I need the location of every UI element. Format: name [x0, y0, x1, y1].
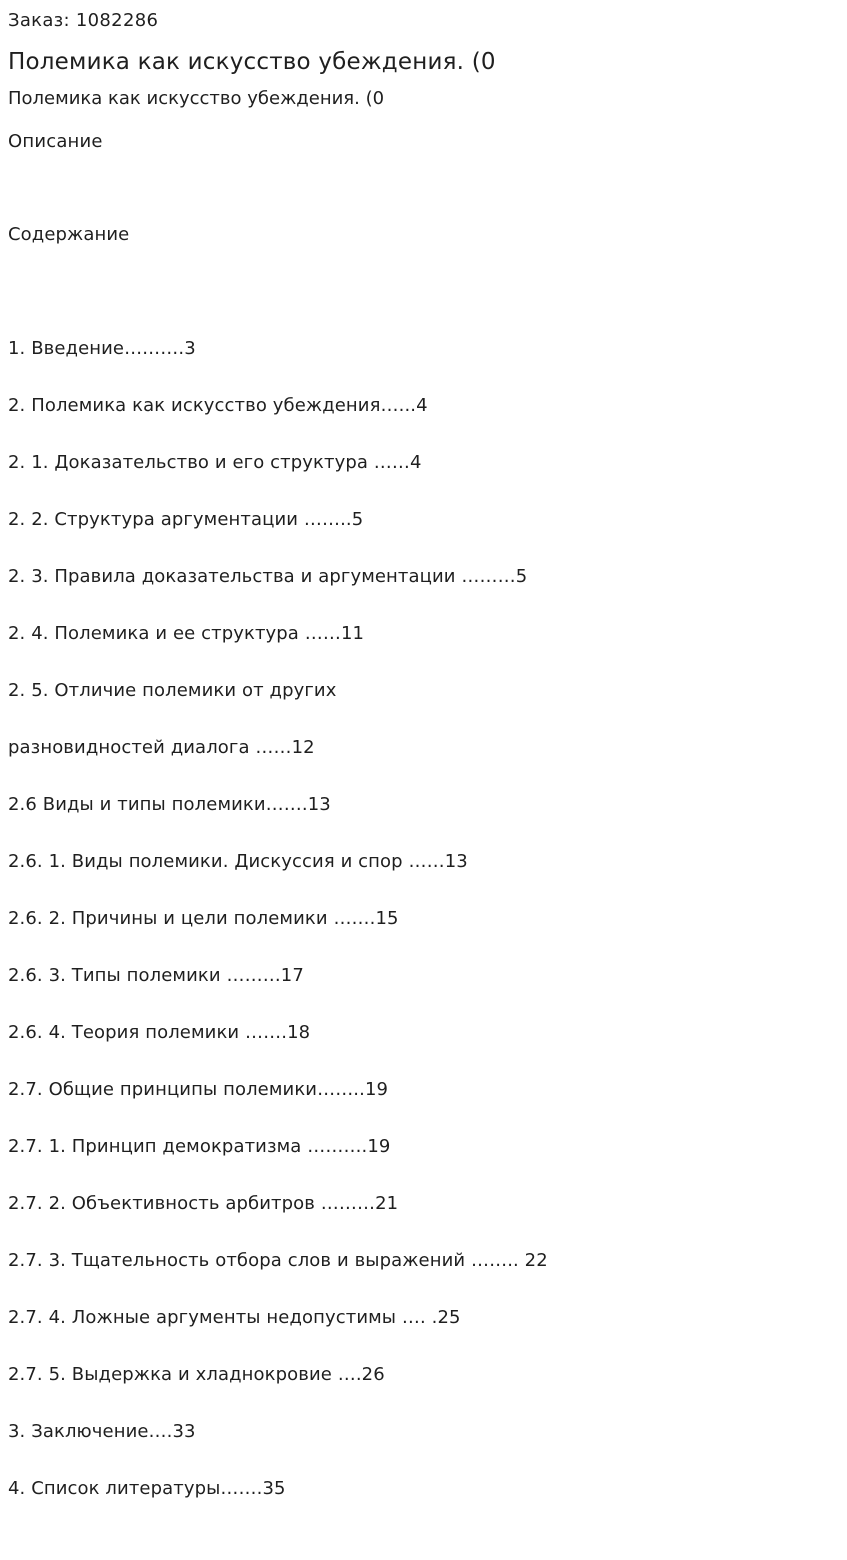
list-item: 2. Полемика как искусство убеждения…...4: [8, 394, 428, 416]
list-item: 2.6 Виды и типы полемики…….13: [8, 793, 331, 815]
list-item: 4. Список литературы…….35: [8, 1477, 286, 1499]
list-item: 2.7. 3. Тщательность отбора слов и выражений …….. 22: [8, 1249, 548, 1271]
list-item: разновидностей диалога ……12: [8, 736, 315, 758]
list-item: 2. 3. Правила доказательства и аргументации ………5: [8, 565, 528, 587]
list-item: 2. 1. Доказательство и его структура ……4: [8, 451, 422, 473]
description-heading: Описание: [8, 131, 103, 152]
order-number: Заказ: 1082286: [8, 10, 159, 31]
list-item: 2.7. 1. Принцип демократизма ……….19: [8, 1135, 391, 1157]
list-item: 2.7. 5. Выдержка и хладнокровие ….26: [8, 1363, 385, 1385]
page-subtitle: Полемика как искусство убеждения. (0: [8, 88, 385, 109]
contents-heading: Содержание: [8, 223, 130, 245]
list-item: 2.7. 4. Ложные аргументы недопустимы …. .25: [8, 1306, 461, 1328]
contents-list: [8, 306, 548, 1532]
list-item: 2. 2. Структура аргументации ……..5: [8, 508, 364, 530]
page-title: Полемика как искусство убеждения. (0: [8, 49, 496, 75]
list-item: 2.6. 3. Типы полемики ………17: [8, 964, 304, 986]
list-item: 3. Заключение….33: [8, 1420, 196, 1442]
list-item: 2. 4. Полемика и ее структура ……11: [8, 622, 365, 644]
list-item: 2.7. 2. Объективность арбитров ………21: [8, 1192, 399, 1214]
table-of-contents: [8, 192, 548, 1560]
list-item: 2.7. Общие принципы полемики……..19: [8, 1078, 389, 1100]
list-item: 2.6. 1. Виды полемики. Дискуссия и спор ……13: [8, 850, 468, 872]
list-item: 1. Введение……….3: [8, 337, 196, 359]
list-item: 2. 5. Отличие полемики от других: [8, 679, 337, 701]
list-item: 2.6. 4. Теория полемики …….18: [8, 1021, 311, 1043]
list-item: 2.6. 2. Причины и цели полемики …….15: [8, 907, 399, 929]
